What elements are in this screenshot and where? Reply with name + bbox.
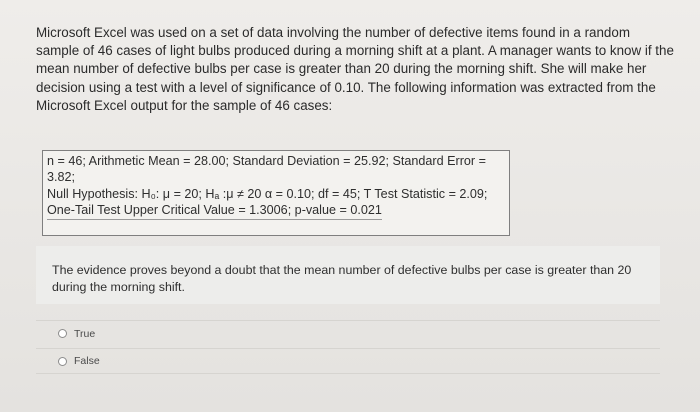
question-statement: The evidence proves beyond a doubt that the mean number of defective bulbs per case is greater than 20 during the morning shift. <box>52 263 632 294</box>
excel-output-line-4: One-Tail Test Upper Critical Value = 1.3006; p-value = 0.021 <box>47 202 382 219</box>
excel-output-box <box>42 150 510 236</box>
option-false-label: False <box>74 355 100 367</box>
question-intro-text: Microsoft Excel was used on a set of data involving the number of defective items found in a random sample of 46 cases of light bulbs produced during a morning shift at a plant. A manager wants to know if the mean number of defective bulbs per case is greater than 20 during the morning shift. She will make her decision using a test with a level of significance of 0.10. The following information was extracted from the Microsoft Excel output for the sample of 46 cases: <box>36 25 674 113</box>
excel-output-line-1: n = 46; Arithmetic Mean = 28.00; Standard Deviation = 25.92; Standard Error = <box>47 154 486 168</box>
option-true-label: True <box>74 327 96 340</box>
excel-output-line-3: Null Hypothesis: H₀: μ = 20; Hₐ :μ ≠ 20 α = 0.10; df = 45; T Test Statistic = 2.09; <box>47 186 488 201</box>
excel-output-line-2: 3.82; <box>47 170 76 185</box>
option-true[interactable] <box>36 320 660 346</box>
radio-true[interactable] <box>58 329 67 338</box>
option-false[interactable] <box>36 348 660 374</box>
radio-false[interactable] <box>58 357 67 366</box>
